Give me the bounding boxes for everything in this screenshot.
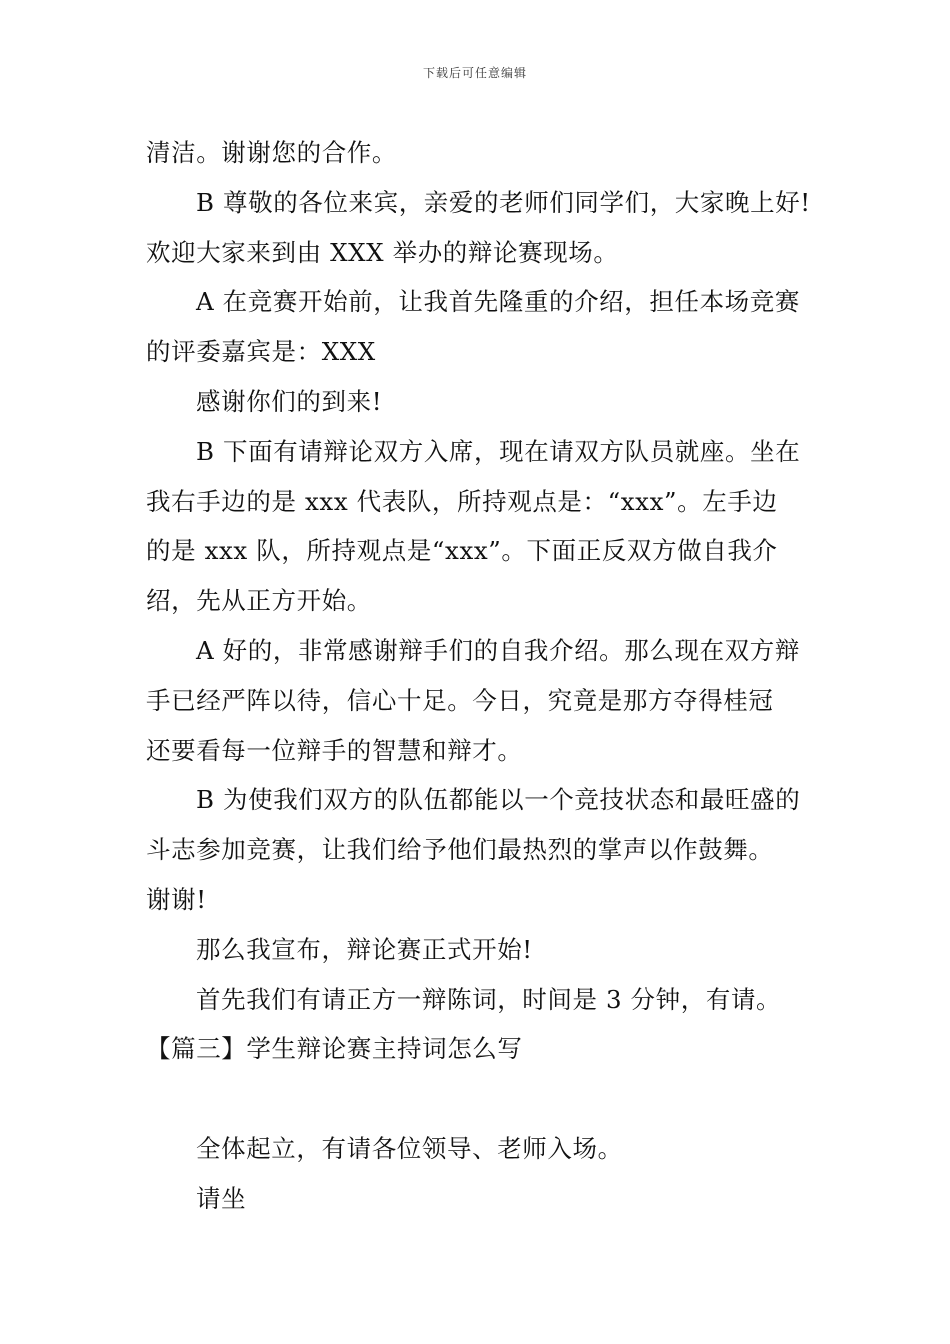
text-line: 的是 xxx 队，所持观点是“xxx”。下面正反双方做自我介 bbox=[146, 536, 778, 566]
text-line: 的评委嘉宾是：XXX bbox=[146, 337, 376, 367]
text-line: 还要看每一位辩手的智慧和辩才。 bbox=[146, 735, 523, 765]
page-header-note: 下载后可任意编辑 bbox=[422, 66, 527, 80]
text-line: 全体起立，有请各位领导、老师入场。 bbox=[196, 1133, 623, 1163]
section-heading: 【篇三】学生辩论赛主持词怎么写 bbox=[146, 1034, 523, 1064]
text-line: 首先我们有请正方一辩陈词，时间是 3 分钟，有请。 bbox=[196, 984, 782, 1014]
document-body bbox=[146, 128, 812, 1224]
text-line: B 为使我们双方的队伍都能以一个竞技状态和最旺盛的 bbox=[196, 785, 801, 815]
text-line: 感谢你们的到来! bbox=[196, 386, 383, 416]
text-line: 欢迎大家来到由 XXX 举办的辩论赛现场。 bbox=[146, 237, 619, 267]
text-line: B 下面有请辩论双方入席，现在请双方队员就座。坐在 bbox=[196, 436, 801, 466]
text-line: A 好的，非常感谢辩手们的自我介绍。那么现在双方辩 bbox=[196, 635, 800, 665]
text-line: 手已经严阵以待，信心十足。今日，究竟是那方夺得桂冠 bbox=[146, 685, 774, 715]
text-line: 那么我宣布，辩论赛正式开始! bbox=[196, 934, 533, 964]
text-line: 请坐 bbox=[196, 1183, 247, 1213]
text-line: 我右手边的是 xxx 代表队，所持观点是：“xxx”。左手边 bbox=[146, 486, 778, 516]
blank-line bbox=[146, 1074, 812, 1124]
text-line: 清洁。谢谢您的合作。 bbox=[146, 138, 397, 167]
text-line: B 尊敬的各位来宾，亲爱的老师们同学们，大家晚上好! bbox=[196, 187, 811, 217]
text-line: 谢谢! bbox=[146, 884, 207, 914]
text-line: A 在竞赛开始前，让我首先隆重的介绍，担任本场竞赛 bbox=[196, 287, 800, 317]
text-line: 斗志参加竞赛，让我们给予他们最热烈的掌声以作鼓舞。 bbox=[146, 835, 774, 865]
text-line: 绍，先从正方开始。 bbox=[146, 586, 372, 616]
